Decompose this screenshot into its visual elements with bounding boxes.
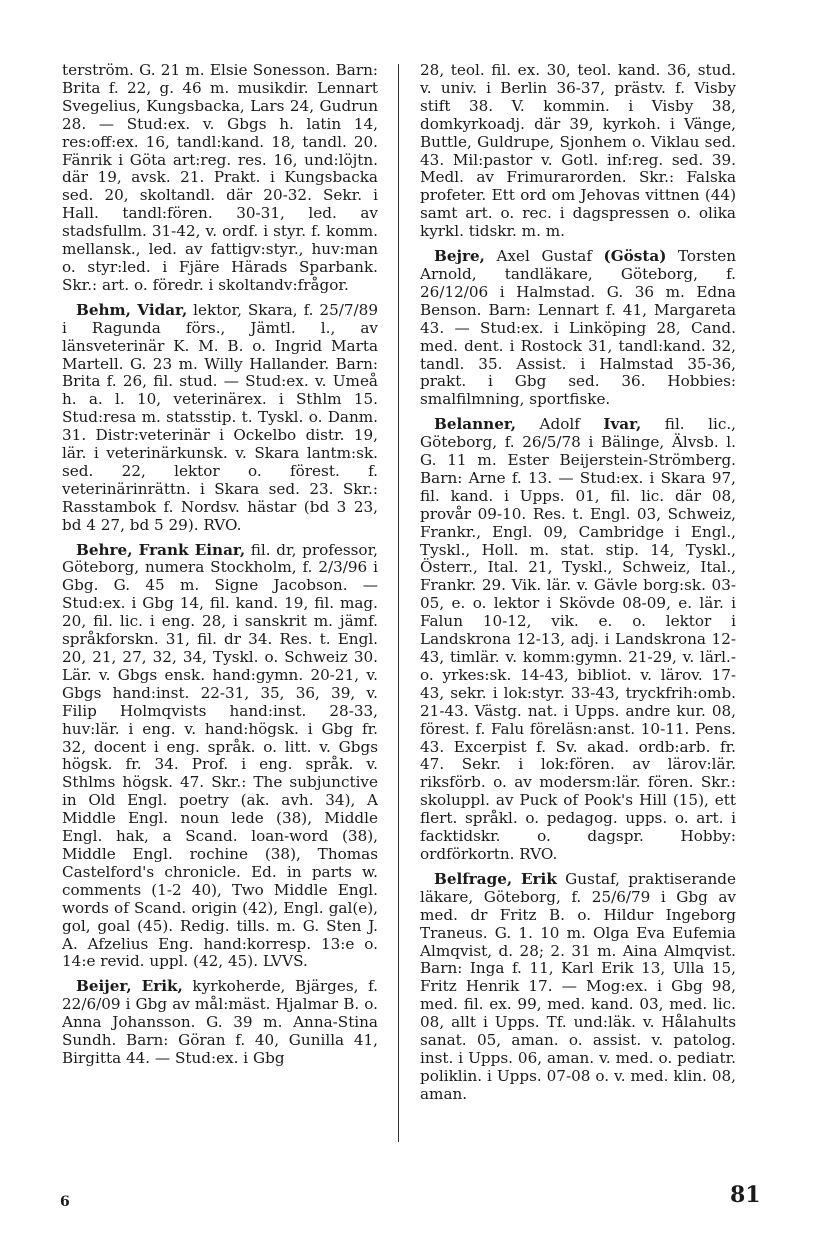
entry-text: terström. G. 21 m. Elsie Sonesson. Barn: Brita f. 22, g. 46 m. musikdir. Lennart Svegelius, Kungsbacka, Lars 24, Gudrun 28. — Stud:ex. v. Gbgs h. latin 14, res:off:ex. 16, tandl:kand. 18, tandl. 20. Fänrik i Göta art:reg. res. 16, und:löjtn. där 19, avsk. 21. Prakt. i Kungsbacka sed. 20, skoltandl. där 20-32. Sekr. i Hall. tandl:fören. 30-31, led. av stadsfullm. 31-42, v. ordf. i styr. f. komm. mellansk., led. av fattigv:styr., huv:man o. styr:led. i Fjäre Härads Sparbank. Skr.: art. o. föredr. i skoltandv:frågor. bbox=[62, 61, 378, 294]
entry-bejre bbox=[420, 248, 736, 409]
entry-continuation bbox=[62, 62, 378, 295]
entry-continuation bbox=[420, 62, 736, 241]
entry-name: Belfrage, Erik bbox=[434, 869, 557, 888]
entry-name-bold: (Gösta) bbox=[603, 247, 667, 266]
entry-name-bold: Ivar, bbox=[603, 415, 642, 434]
entry-text: fil. dr, professor, Göteborg, numera Stockholm, f. 2/3/96 i Gbg. G. 45 m. Signe Jacobson. — Stud:ex. i Gbg 14, fil. kand. 19, fil. mag. 20, fil. lic. i eng. 28, i sanskrit m. jämf. språkforskn. 31, fil. dr 34. Res. t. Engl. 20, 21, 27, 32, 34, Tyskl. o. Schweiz 30. Lär. v. Gbgs ensk. hand:gymn. 20-21, v. Gbgs hand:inst. 22-31, 35, 36, 39, v. Filip Holmqvists hand:inst. 28-33, huv:lär. i eng. v. hand:högsk. i Gbg fr. 32, docent i eng. språk. o. litt. v. Gbgs högsk. fr. 34. Prof. i eng. språk. v. Sthlms högsk. 47. Skr.: The subjunctive in Old Engl. poetry (ak. avh. 34), A Middle Engl. noun lede (38), Middle Engl. hak, a Scand. loan-word (38), Middle Engl. rochine (38), Thomas Castelford's chronicle. Ed. in parts w. comments (1-2 40), Two Middle Engl. words of Scand. origin (42), Engl. gal(e), gol, goal (45). Redig. tills. m. G. Sten J. A. Afzelius Eng. hand:korresp. 13:e o. 14:e revid. uppl. (42, 45). LVVS. bbox=[62, 540, 378, 971]
entry-name: Belanner, bbox=[434, 415, 517, 434]
entry-behm bbox=[62, 302, 378, 535]
signature-mark: 6 bbox=[60, 1194, 70, 1210]
right-column bbox=[420, 62, 736, 1111]
entry-text: lektor, Skara, f. 25/7/89 i Ragunda förs., Jämtl. l., av länsveterinär K. M. B. o. Ingrid Marta Martell. G. 23 m. Willy Hallander. Barn: Brita f. 26, fil. stud. — Stud:ex. v. Umeå h. a. l. 10, veterinärex. i Sthlm 15. Stud:resa m. statsstip. t. Tyskl. o. Danm. 31. Distr:veterinär i Ockelbo distr. 19, lär. i veterinärkunsk. v. Skara lantm:sk. sed. 22, lektor o. förest. f. veterinärinrättn. i Skara sed. 23. Skr.: Rasstambok f. Nordsv. hästar (bd 3 23, bd 4 27, bd 5 29). RVO. bbox=[62, 300, 378, 534]
entry-name: Behre, Frank Einar, bbox=[76, 540, 246, 559]
entry-belfrage bbox=[420, 871, 736, 1104]
left-column bbox=[62, 62, 378, 1075]
entry-beijer bbox=[62, 978, 378, 1068]
entry-text: Gustaf, praktiserande läkare, Göteborg, f. 25/6/79 i Gbg av med. dr Fritz B. o. Hildur Ingeborg Traneus. G. 1. 10 m. Olga Eva Eufemia Almqvist, d. 28; 2. 31 m. Aina Almqvist. Barn: Inga f. 11, Karl Erik 13, Ulla 15, Fritz Henrik 17. — Mog:ex. i Gbg 98, med. fil. ex. 99, med. kand. 03, med. lic. 08, allt i Upps. Tf. und:läk. v. Hålahults sanat. 05, aman. o. assist. v. patolog. inst. i Upps. 06, aman. v. med. o. pediatr. poliklin. i Upps. 07-08 o. v. med. klin. 08, aman. bbox=[420, 869, 736, 1103]
entry-name: Bejre, bbox=[434, 247, 485, 266]
entry-name-plain: Axel Gustaf bbox=[496, 247, 592, 266]
entry-name: Beijer, Erik, bbox=[76, 977, 183, 996]
column-divider bbox=[398, 64, 399, 1142]
entry-behre bbox=[62, 542, 378, 972]
entry-text: kyrkoherde, Bjärges, f. 22/6/09 i Gbg av mål:mäst. Hjalmar B. o. Anna Johansson. G. 39 m. Anna-Stina Sundh. Barn: Göran f. 40, Gunilla 41, Birgitta 44. — Stud:ex. i Gbg bbox=[62, 977, 378, 1067]
entry-name: Behm, Vidar, bbox=[76, 300, 188, 319]
entry-text: Torsten Arnold, tandläkare, Göteborg, f. 26/12/06 i Halmstad. G. 36 m. Edna Benson. Barn: Lennart f. 41, Margareta 43. — Stud:ex. i Linköping 28, Cand. med. dent. i Rostock 31, tandl:kand. 32, tandl. 35. Assist. i Halmstad 35-36, prakt. i Gbg sed. 36. Hobbies: smalfilmning, sportfiske. bbox=[420, 247, 736, 409]
page-number: 81 bbox=[730, 1182, 761, 1208]
entry-text: fil. lic., Göteborg, f. 26/5/78 i Bälinge, Älvsb. l. G. 11 m. Ester Beijerstein-Strömberg. Barn: Arne f. 13. — Stud:ex. i Skara 97, fil. kand. i Upps. 01, fil. lic. där 08, provår 09-10. Res. t. Engl. 03, Schweiz, Frankr., Engl. 09, Cambridge i Engl., Tyskl., Holl. m. stat. stip. 14, Tyskl., Österr., Ital. 21, Tyskl., Schweiz, Ital., Frankr. 29. Vik. lär. v. Gävle borg:sk. 03-05, e. o. lektor i Skövde 08-09, e. lär. i Falun 10-12, vik. e. o. lektor i Landskrona 12-13, adj. i Landskrona 12-43, timlär. v. komm:gymn. 21-29, v. lärl.- o. yrkes:sk. 14-43, bibliot. v. lärov. 17-43, sekr. i lok:styr. 33-43, tryckfrih:omb. 21-43. Västg. nat. i Upps. andre kur. 08, förest. f. Falu föreläsn:anst. 10-11. Pens. 43. Excerpist f. Sv. akad. ordb:arb. fr. 47. Sekr. i lok:fören. av lärov:lär. riksförb. o. av modersm:lär. fören. Skr.: skoluppl. av Puck of Pook's Hill (15), ett flert. språkl. o. pedagog. upps. o. art. i facktidskr. o. dagspr. Hobby: ordförkortn. RVO. bbox=[420, 415, 736, 863]
entry-belanner bbox=[420, 416, 736, 864]
entry-text: 28, teol. fil. ex. 30, teol. kand. 36, stud. v. univ. i Berlin 36-37, prästv. f. Visby stift 38. V. kommin. i Visby 38, domkyrkoadj. där 39, kyrkoh. i Vänge, Buttle, Guldrupe, Sjonhem o. Viklau sed. 43. Mil:pastor v. Gotl. inf:reg. sed. 39. Medl. av Frimurarorden. Skr.: Falska profeter. Ett ord om Jehovas vittnen (44) samt art. o. rec. i dagspressen o. olika kyrkl. tidskr. m. m. bbox=[420, 61, 736, 241]
entry-name-plain: Adolf bbox=[539, 415, 580, 434]
